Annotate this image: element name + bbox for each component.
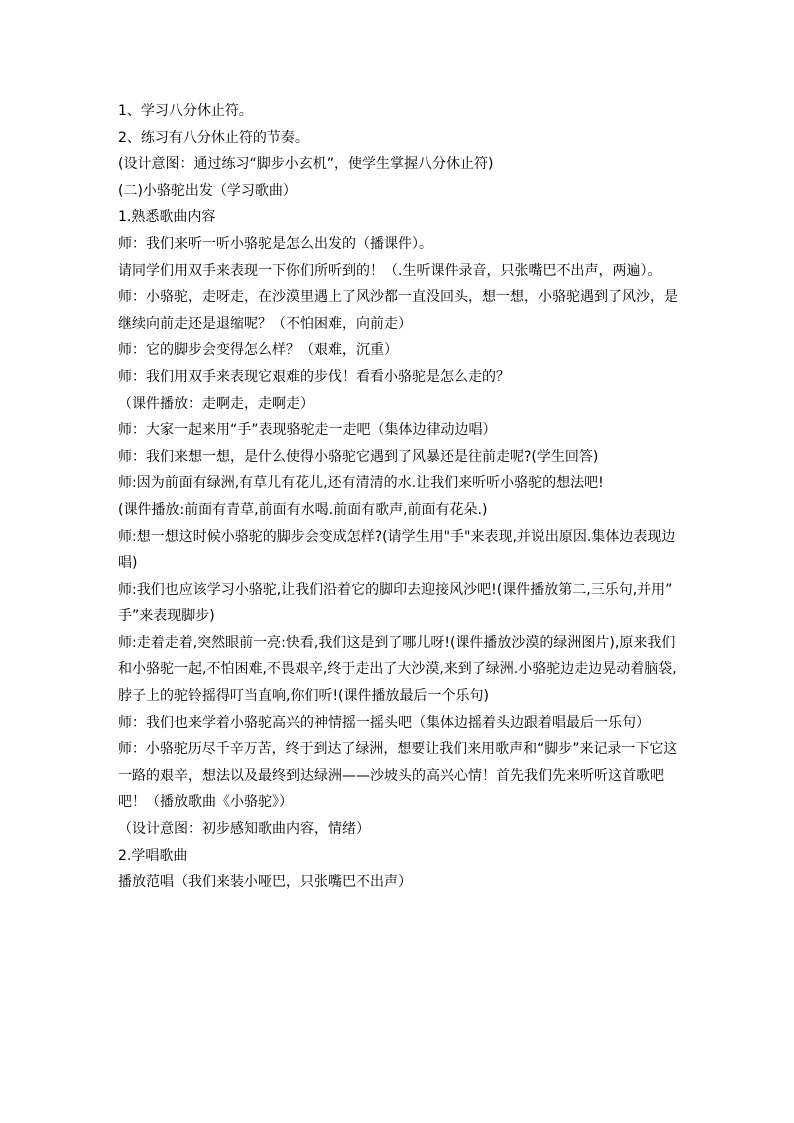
text-line: （设计意图：初步感知歌曲内容，情绪）	[118, 821, 370, 838]
text-line: 师：我们也来学着小骆驼高兴的神情摇一摇头吧（集体边摇着头边跟着唱最后一乐句）	[118, 714, 650, 731]
text-line: 师：小骆驼历尽千辛万苦，终于到达了绿洲，想要让我们来用歌声和“脚步”来记录一下它这	[118, 741, 678, 758]
text-line: (设计意图：通过练习“脚步小玄机”，使学生掌握八分休止符)	[118, 156, 494, 173]
text-line: 1、学习八分休止符。	[118, 103, 253, 119]
text-line: 继续向前走还是退缩呢？（不怕困难，向前走）	[118, 315, 412, 332]
text-line: 播放范唱（我们来装小哑巴，只张嘴巴不出声）	[118, 874, 412, 891]
text-line: 和小骆驼一起,不怕困难,不畏艰辛,终于走出了大沙漠,来到了绿洲.小骆驼边走边晃动着脑袋,	[118, 661, 677, 678]
text-line: 师:走着走着,突然眼前一亮:快看,我们这是到了哪儿呀!(课件播放沙漠的绿洲图片),原来我们	[118, 634, 676, 651]
text-line: 师：我们用双手来表现它艰难的步伐！看看小骆驼是怎么走的？	[118, 368, 510, 385]
section-heading: (二)小骆驼出发（学习歌曲）	[118, 182, 297, 199]
text-line: 2、练习有八分休止符的节奏。	[118, 129, 309, 146]
text-line: 请同学们用双手来表现一下你们所听到的！（.生听课件录音，只张嘴巴不出声，两遍）。	[118, 262, 662, 279]
text-line: 手”来表现脚步)	[118, 608, 215, 625]
text-line: 师:想一想这时候小骆驼的脚步会变成怎样?(请学生用"手"来表现,并说出原因.集体边表现边	[118, 528, 676, 545]
text-line: 师：大家一起来用“手”表现骆驼走一走吧（集体边律动边唱）	[118, 422, 497, 439]
text-line: （课件播放：走啊走，走啊走）	[118, 395, 314, 412]
text-line: 一路的艰辛，想法以及最终到达绿洲——沙坡头的高兴心情！首先我们先来听听这首歌吧	[118, 767, 664, 784]
text-line: 师：它的脚步会变得怎么样？（艰难，沉重）	[118, 342, 398, 359]
text-line: 吧！（播放歌曲《小骆驼》）	[118, 794, 293, 811]
text-line: (课件播放:前面有青草,前面有水喝.前面有歌声,前面有花朵.)	[118, 501, 488, 518]
subsection-heading: 1.熟悉歌曲内容	[118, 209, 216, 226]
text-line: 师:因为前面有绿洲,有草儿有花儿,还有清清的水.让我们来听听小骆驼的想法吧!	[118, 475, 604, 492]
text-line: 师：我们来听一听小骆驼是怎么出发的（播课件）。	[118, 235, 433, 252]
text-line: 脖子上的驼铃摇得叮当直响,你们听!(课件播放最后一个乐句)	[118, 688, 489, 705]
text-line: 唱)	[118, 555, 138, 572]
document-page	[118, 98, 678, 896]
text-line: 师：我们来想一想，是什么使得小骆驼它遇到了风暴还是往前走呢?(学生回答)	[118, 448, 599, 465]
text-line: 师：小骆驼，走呀走，在沙漠里遇上了风沙都一直没回头，想一想，小骆驼遇到了风沙，是	[118, 289, 678, 306]
subsection-heading: 2.学唱歌曲	[118, 847, 188, 864]
text-line: 师:我们也应该学习小骆驼,让我们沿着它的脚印去迎接风沙吧!(课件播放第二,三乐句,并用”	[118, 581, 673, 598]
